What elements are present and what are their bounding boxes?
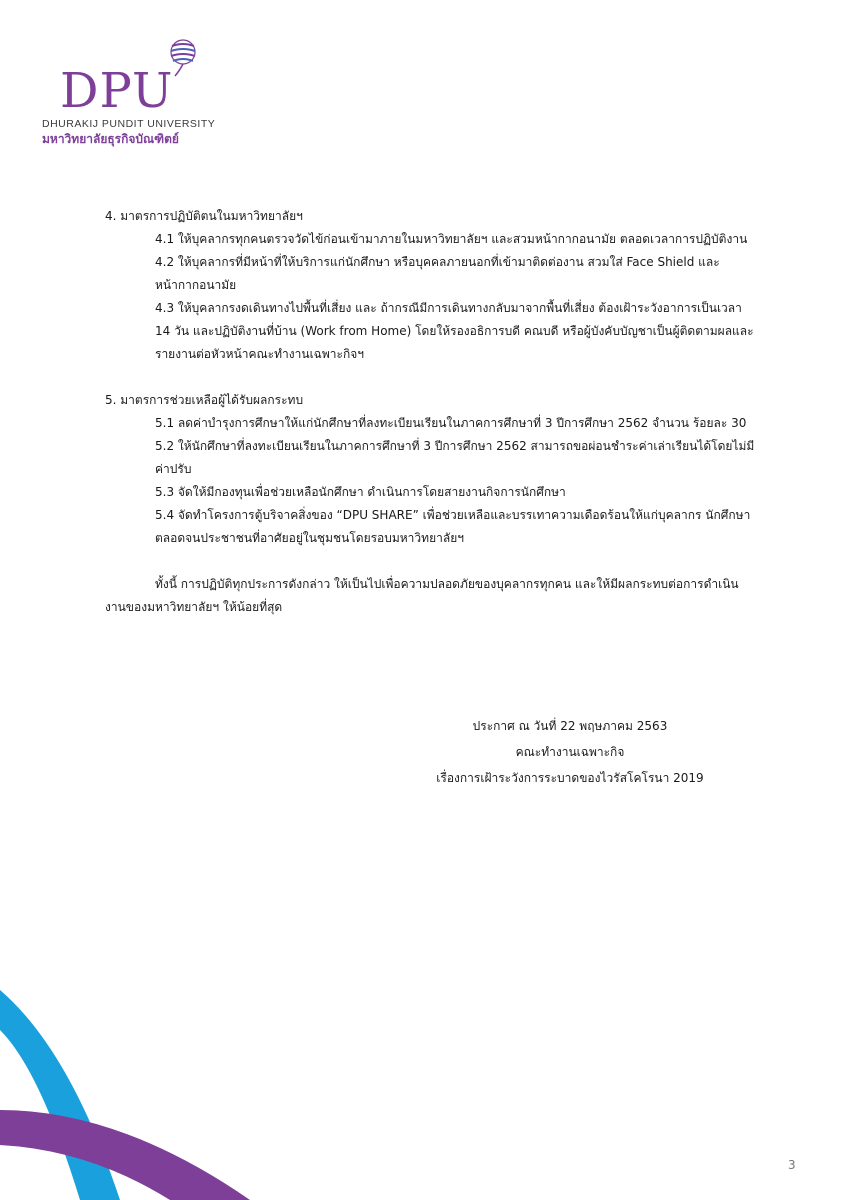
signature-block xyxy=(420,713,720,791)
document-body xyxy=(105,205,755,619)
closing-paragraph: ทั้งนี้ การปฏิบัติทุกประการดังกล่าว ให้เป็นไปเพื่อความปลอดภัยของบุคลากรทุกคน และให้มีผลกระทบต่อการดำเนินงานของมหาวิทยาลัยฯ ให้น้อยที่สุด xyxy=(105,577,739,614)
university-logo xyxy=(38,38,218,148)
blue-ribbon xyxy=(0,990,120,1200)
list-item: 4.1 ให้บุคลากรทุกคนตรวจวัดไข้ก่อนเข้ามาภายในมหาวิทยาลัยฯ และสวมหน้ากากอนามัย ตลอดเวลาการปฏิบัติงาน xyxy=(155,232,748,246)
list-item: 4.2 ให้บุคลากรที่มีหน้าที่ให้บริการแก่นักศึกษา หรือบุคคลภายนอกที่เข้ามาติดต่องาน สวมใส่ Face Shield และหน้ากากอนามัย xyxy=(155,255,720,292)
section-title: 5. มาตรการช่วยเหลือผู้ได้รับผลกระทบ xyxy=(105,393,304,407)
decorative-swoosh xyxy=(0,990,250,1200)
page-number: 3 xyxy=(788,1158,796,1172)
logo-abbreviation: DPU xyxy=(60,63,174,119)
committee-subject: เรื่องการเฝ้าระวังการระบาดของไวรัสโคโรนา 2019 xyxy=(436,771,704,785)
spacer xyxy=(105,366,755,389)
spacer xyxy=(105,550,755,573)
logo-name-english: DHURAKIJ PUNDIT UNIVERSITY xyxy=(42,118,216,130)
list-item: 5.4 จัดทำโครงการตู้บริจาคสิ่งของ “DPU SHARE” เพื่อช่วยเหลือและบรรเทาความเดือดร้อนให้แก่บุคลากร นักศึกษาตลอดจนประชาชนที่อาศัยอยู่ในชุมชนโดยรอบมหาวิทยาลัยฯ xyxy=(155,508,751,545)
list-item: 5.2 ให้นักศึกษาที่ลงทะเบียนเรียนในภาคการศึกษาที่ 3 ปีการศึกษา 2562 สามารถขอผ่อนชำระค่าเล่าเรียนได้โดยไม่มีค่าปรับ xyxy=(155,439,755,476)
issuing-committee: คณะทำงานเฉพาะกิจ xyxy=(515,745,625,759)
list-item: 5.3 จัดให้มีกองทุนเพื่อช่วยเหลือนักศึกษา ดำเนินการโดยสายงานกิจการนักศึกษา xyxy=(155,485,566,499)
section-title: 4. มาตรการปฏิบัติตนในมหาวิทยาลัยฯ xyxy=(105,209,303,223)
list-item: 5.1 ลดค่าบำรุงการศึกษาให้แก่นักศึกษาที่ลงทะเบียนเรียนในภาคการศึกษาที่ 3 ปีการศึกษา 2562 จำนวน ร้อยละ 30 xyxy=(155,416,747,430)
list-item: 4.3 ให้บุคลากรงดเดินทางไปพื้นที่เสี่ยง และ ถ้ากรณีมีการเดินทางกลับมาจากพื้นที่เสี่ยง ต้องเฝ้าระวังอาการเป็นเวลา 14 วัน และปฏิบัติงานที่บ้าน (Work from Home) โดยให้รองอธิการบดี คณบดี หรือผู้บังคับบัญชาเป็นผู้ติดตามผลและรายงานต่อหัวหน้าคณะทำงานเฉพาะกิจฯ xyxy=(155,301,754,361)
announcement-date: ประกาศ ณ วันที่ 22 พฤษภาคม 2563 xyxy=(472,719,668,733)
logo-name-thai: มหาวิทยาลัยธุรกิจบัณฑิตย์ xyxy=(42,132,179,146)
purple-ribbon xyxy=(0,1110,250,1200)
